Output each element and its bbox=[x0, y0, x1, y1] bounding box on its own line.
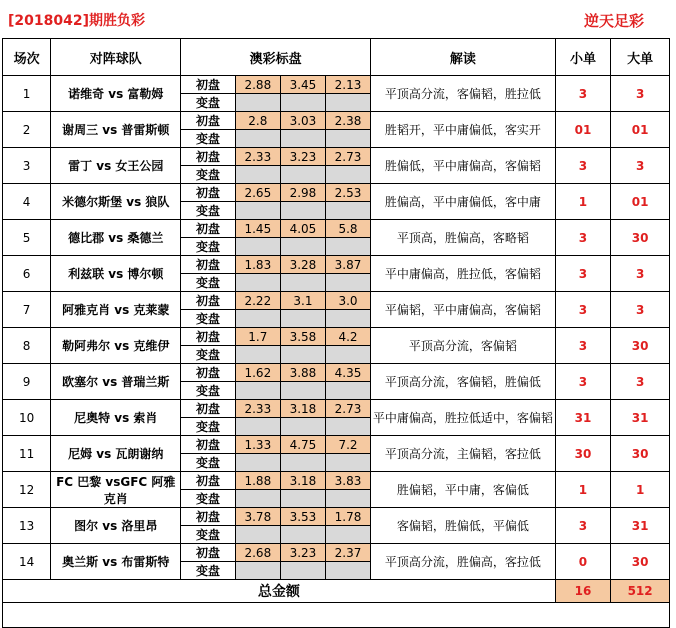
change-win bbox=[235, 382, 280, 400]
table-row bbox=[3, 112, 670, 130]
change-loss bbox=[325, 94, 370, 112]
odd-loss: 3.87 bbox=[325, 256, 370, 274]
col-odds: 澳彩标盘 bbox=[181, 39, 371, 76]
small-pick: 1 bbox=[555, 184, 611, 220]
change-loss bbox=[325, 418, 370, 436]
change-loss bbox=[325, 130, 370, 148]
match-index: 6 bbox=[3, 256, 51, 292]
match-index: 4 bbox=[3, 184, 51, 220]
small-pick: 0 bbox=[555, 544, 611, 580]
total-label: 总金额 bbox=[3, 580, 556, 603]
initial-label: 初盘 bbox=[181, 76, 236, 94]
match-index: 14 bbox=[3, 544, 51, 580]
change-win bbox=[235, 310, 280, 328]
match-note: 平顶高分流，主偏韬，客拉低 bbox=[371, 436, 556, 472]
odd-loss: 4.35 bbox=[325, 364, 370, 382]
table-row bbox=[3, 508, 670, 526]
match-note: 平中庸偏高，胜拉低，客偏韬 bbox=[371, 256, 556, 292]
change-win bbox=[235, 490, 280, 508]
big-pick: 31 bbox=[611, 400, 670, 436]
issue-title: [2018042]期胜负彩 bbox=[8, 13, 145, 29]
odd-draw: 4.05 bbox=[280, 220, 325, 238]
initial-label: 初盘 bbox=[181, 400, 236, 418]
table-row bbox=[3, 328, 670, 346]
change-draw bbox=[280, 526, 325, 544]
big-pick: 30 bbox=[611, 544, 670, 580]
header-bar bbox=[0, 0, 676, 38]
change-label: 变盘 bbox=[181, 274, 236, 292]
initial-label: 初盘 bbox=[181, 544, 236, 562]
initial-label: 初盘 bbox=[181, 292, 236, 310]
big-pick: 30 bbox=[611, 328, 670, 364]
match-teams: 奥兰斯 vs 布雷斯特 bbox=[51, 544, 181, 580]
odd-draw: 3.1 bbox=[280, 292, 325, 310]
odd-loss: 3.83 bbox=[325, 472, 370, 490]
big-pick: 3 bbox=[611, 292, 670, 328]
table-row bbox=[3, 184, 670, 202]
odd-loss: 5.8 bbox=[325, 220, 370, 238]
odd-draw: 3.28 bbox=[280, 256, 325, 274]
match-teams: 雷丁 vs 女王公园 bbox=[51, 148, 181, 184]
odd-draw: 3.23 bbox=[280, 148, 325, 166]
odd-draw: 3.58 bbox=[280, 328, 325, 346]
match-note: 平顶高分流，胜偏高，客拉低 bbox=[371, 544, 556, 580]
match-note: 平顶高分流，客偏韬，胜偏低 bbox=[371, 364, 556, 400]
change-label: 变盘 bbox=[181, 454, 236, 472]
match-teams: 米德尔斯堡 vs 狼队 bbox=[51, 184, 181, 220]
change-draw bbox=[280, 418, 325, 436]
big-pick: 1 bbox=[611, 472, 670, 508]
match-note: 平顶高分流，客偏韬，胜拉低 bbox=[371, 76, 556, 112]
small-pick: 3 bbox=[555, 364, 611, 400]
odd-draw: 3.03 bbox=[280, 112, 325, 130]
match-teams: 尼奥特 vs 索肖 bbox=[51, 400, 181, 436]
change-loss bbox=[325, 526, 370, 544]
change-label: 变盘 bbox=[181, 490, 236, 508]
odd-loss: 2.38 bbox=[325, 112, 370, 130]
odd-win: 1.83 bbox=[235, 256, 280, 274]
odd-draw: 4.75 bbox=[280, 436, 325, 454]
change-loss bbox=[325, 490, 370, 508]
small-pick: 3 bbox=[555, 328, 611, 364]
small-pick: 3 bbox=[555, 256, 611, 292]
col-big: 大单 bbox=[611, 39, 670, 76]
small-pick: 3 bbox=[555, 76, 611, 112]
big-pick: 01 bbox=[611, 184, 670, 220]
change-draw bbox=[280, 202, 325, 220]
odd-win: 1.45 bbox=[235, 220, 280, 238]
big-pick: 30 bbox=[611, 220, 670, 256]
odd-win: 1.33 bbox=[235, 436, 280, 454]
match-note: 胜偏高，平中庸偏低，客中庸 bbox=[371, 184, 556, 220]
match-note: 平顶高分流，客偏韬 bbox=[371, 328, 556, 364]
big-pick: 01 bbox=[611, 112, 670, 148]
big-pick: 31 bbox=[611, 508, 670, 544]
table-row bbox=[3, 544, 670, 562]
odd-loss: 2.73 bbox=[325, 148, 370, 166]
odd-win: 1.7 bbox=[235, 328, 280, 346]
table-row bbox=[3, 472, 670, 490]
change-label: 变盘 bbox=[181, 166, 236, 184]
change-loss bbox=[325, 382, 370, 400]
initial-label: 初盘 bbox=[181, 508, 236, 526]
match-note: 平顶高，胜偏高，客略韬 bbox=[371, 220, 556, 256]
change-label: 变盘 bbox=[181, 346, 236, 364]
table-row bbox=[3, 292, 670, 310]
change-win bbox=[235, 346, 280, 364]
match-index: 2 bbox=[3, 112, 51, 148]
match-index: 11 bbox=[3, 436, 51, 472]
col-team: 对阵球队 bbox=[51, 39, 181, 76]
odd-draw: 3.53 bbox=[280, 508, 325, 526]
match-note: 胜偏低，平中庸偏高，客偏韬 bbox=[371, 148, 556, 184]
change-win bbox=[235, 526, 280, 544]
initial-label: 初盘 bbox=[181, 364, 236, 382]
odd-draw: 3.23 bbox=[280, 544, 325, 562]
odd-draw: 3.18 bbox=[280, 400, 325, 418]
change-draw bbox=[280, 274, 325, 292]
change-loss bbox=[325, 238, 370, 256]
total-small: 16 bbox=[555, 580, 611, 603]
initial-label: 初盘 bbox=[181, 184, 236, 202]
change-label: 变盘 bbox=[181, 382, 236, 400]
change-loss bbox=[325, 454, 370, 472]
match-index: 13 bbox=[3, 508, 51, 544]
match-index: 9 bbox=[3, 364, 51, 400]
change-win bbox=[235, 238, 280, 256]
big-pick: 3 bbox=[611, 256, 670, 292]
total-row bbox=[3, 580, 670, 603]
change-draw bbox=[280, 310, 325, 328]
initial-label: 初盘 bbox=[181, 328, 236, 346]
big-pick: 3 bbox=[611, 76, 670, 112]
odd-win: 2.65 bbox=[235, 184, 280, 202]
change-loss bbox=[325, 166, 370, 184]
match-note: 胜偏韬，平中庸，客偏低 bbox=[371, 472, 556, 508]
change-label: 变盘 bbox=[181, 526, 236, 544]
odd-draw: 3.88 bbox=[280, 364, 325, 382]
match-teams: 图尔 vs 洛里昂 bbox=[51, 508, 181, 544]
table-row bbox=[3, 76, 670, 94]
match-index: 1 bbox=[3, 76, 51, 112]
small-pick: 1 bbox=[555, 472, 611, 508]
odd-win: 1.88 bbox=[235, 472, 280, 490]
match-note: 平中庸偏高，胜拉低适中，客偏韬 bbox=[371, 400, 556, 436]
match-index: 3 bbox=[3, 148, 51, 184]
odd-win: 2.8 bbox=[235, 112, 280, 130]
small-pick: 30 bbox=[555, 436, 611, 472]
change-draw bbox=[280, 238, 325, 256]
match-teams: 德比郡 vs 桑德兰 bbox=[51, 220, 181, 256]
change-win bbox=[235, 418, 280, 436]
change-loss bbox=[325, 346, 370, 364]
table-row bbox=[3, 148, 670, 166]
change-win bbox=[235, 130, 280, 148]
match-note: 客偏韬，胜偏低，平偏低 bbox=[371, 508, 556, 544]
col-small: 小单 bbox=[555, 39, 611, 76]
odd-loss: 7.2 bbox=[325, 436, 370, 454]
initial-label: 初盘 bbox=[181, 148, 236, 166]
initial-label: 初盘 bbox=[181, 220, 236, 238]
change-loss bbox=[325, 202, 370, 220]
odd-loss: 2.13 bbox=[325, 76, 370, 94]
odd-win: 1.62 bbox=[235, 364, 280, 382]
change-draw bbox=[280, 346, 325, 364]
change-label: 变盘 bbox=[181, 94, 236, 112]
small-pick: 31 bbox=[555, 400, 611, 436]
small-pick: 3 bbox=[555, 292, 611, 328]
small-pick: 01 bbox=[555, 112, 611, 148]
odd-win: 2.22 bbox=[235, 292, 280, 310]
match-teams: FC 巴黎 vsGFC 阿雅克肖 bbox=[51, 472, 181, 508]
odd-loss: 1.78 bbox=[325, 508, 370, 526]
change-label: 变盘 bbox=[181, 202, 236, 220]
table-row bbox=[3, 256, 670, 274]
change-win bbox=[235, 562, 280, 580]
change-draw bbox=[280, 94, 325, 112]
odd-loss: 3.0 bbox=[325, 292, 370, 310]
match-table bbox=[2, 38, 670, 628]
change-label: 变盘 bbox=[181, 562, 236, 580]
odd-draw: 3.18 bbox=[280, 472, 325, 490]
odd-draw: 2.98 bbox=[280, 184, 325, 202]
match-teams: 尼姆 vs 瓦朗谢纳 bbox=[51, 436, 181, 472]
odd-win: 2.33 bbox=[235, 400, 280, 418]
big-pick: 30 bbox=[611, 436, 670, 472]
match-teams: 勒阿弗尔 vs 克维伊 bbox=[51, 328, 181, 364]
change-draw bbox=[280, 562, 325, 580]
change-win bbox=[235, 274, 280, 292]
match-teams: 利兹联 vs 博尔顿 bbox=[51, 256, 181, 292]
odd-win: 2.88 bbox=[235, 76, 280, 94]
initial-label: 初盘 bbox=[181, 436, 236, 454]
match-index: 12 bbox=[3, 472, 51, 508]
odd-loss: 2.73 bbox=[325, 400, 370, 418]
change-draw bbox=[280, 166, 325, 184]
change-draw bbox=[280, 382, 325, 400]
total-big: 512 bbox=[611, 580, 670, 603]
odd-draw: 3.45 bbox=[280, 76, 325, 94]
match-teams: 诺维奇 vs 富勒姆 bbox=[51, 76, 181, 112]
match-teams: 阿雅克肖 vs 克莱蒙 bbox=[51, 292, 181, 328]
header-row bbox=[3, 39, 670, 76]
brand-title: 逆天足彩 bbox=[584, 12, 645, 30]
small-pick: 3 bbox=[555, 148, 611, 184]
small-pick: 3 bbox=[555, 508, 611, 544]
change-win bbox=[235, 202, 280, 220]
change-draw bbox=[280, 130, 325, 148]
odd-win: 3.78 bbox=[235, 508, 280, 526]
match-note: 平偏韬，平中庸偏高，客偏韬 bbox=[371, 292, 556, 328]
table-row bbox=[3, 436, 670, 454]
col-note: 解读 bbox=[371, 39, 556, 76]
change-win bbox=[235, 166, 280, 184]
match-index: 7 bbox=[3, 292, 51, 328]
col-idx: 场次 bbox=[3, 39, 51, 76]
change-label: 变盘 bbox=[181, 130, 236, 148]
match-index: 8 bbox=[3, 328, 51, 364]
big-pick: 3 bbox=[611, 148, 670, 184]
change-draw bbox=[280, 490, 325, 508]
table-row bbox=[3, 400, 670, 418]
change-label: 变盘 bbox=[181, 238, 236, 256]
change-label: 变盘 bbox=[181, 418, 236, 436]
match-index: 10 bbox=[3, 400, 51, 436]
initial-label: 初盘 bbox=[181, 472, 236, 490]
initial-label: 初盘 bbox=[181, 112, 236, 130]
odd-win: 2.33 bbox=[235, 148, 280, 166]
change-loss bbox=[325, 562, 370, 580]
big-pick: 3 bbox=[611, 364, 670, 400]
change-win bbox=[235, 454, 280, 472]
match-teams: 欧塞尔 vs 普瑞兰斯 bbox=[51, 364, 181, 400]
odd-loss: 4.2 bbox=[325, 328, 370, 346]
table-row bbox=[3, 220, 670, 238]
change-loss bbox=[325, 274, 370, 292]
odd-loss: 2.53 bbox=[325, 184, 370, 202]
change-loss bbox=[325, 310, 370, 328]
odd-loss: 2.37 bbox=[325, 544, 370, 562]
match-note: 胜韬开，平中庸偏低，客实开 bbox=[371, 112, 556, 148]
change-label: 变盘 bbox=[181, 310, 236, 328]
table-row bbox=[3, 364, 670, 382]
change-win bbox=[235, 94, 280, 112]
initial-label: 初盘 bbox=[181, 256, 236, 274]
match-teams: 谢周三 vs 普雷斯顿 bbox=[51, 112, 181, 148]
match-index: 5 bbox=[3, 220, 51, 256]
small-pick: 3 bbox=[555, 220, 611, 256]
change-draw bbox=[280, 454, 325, 472]
odd-win: 2.68 bbox=[235, 544, 280, 562]
